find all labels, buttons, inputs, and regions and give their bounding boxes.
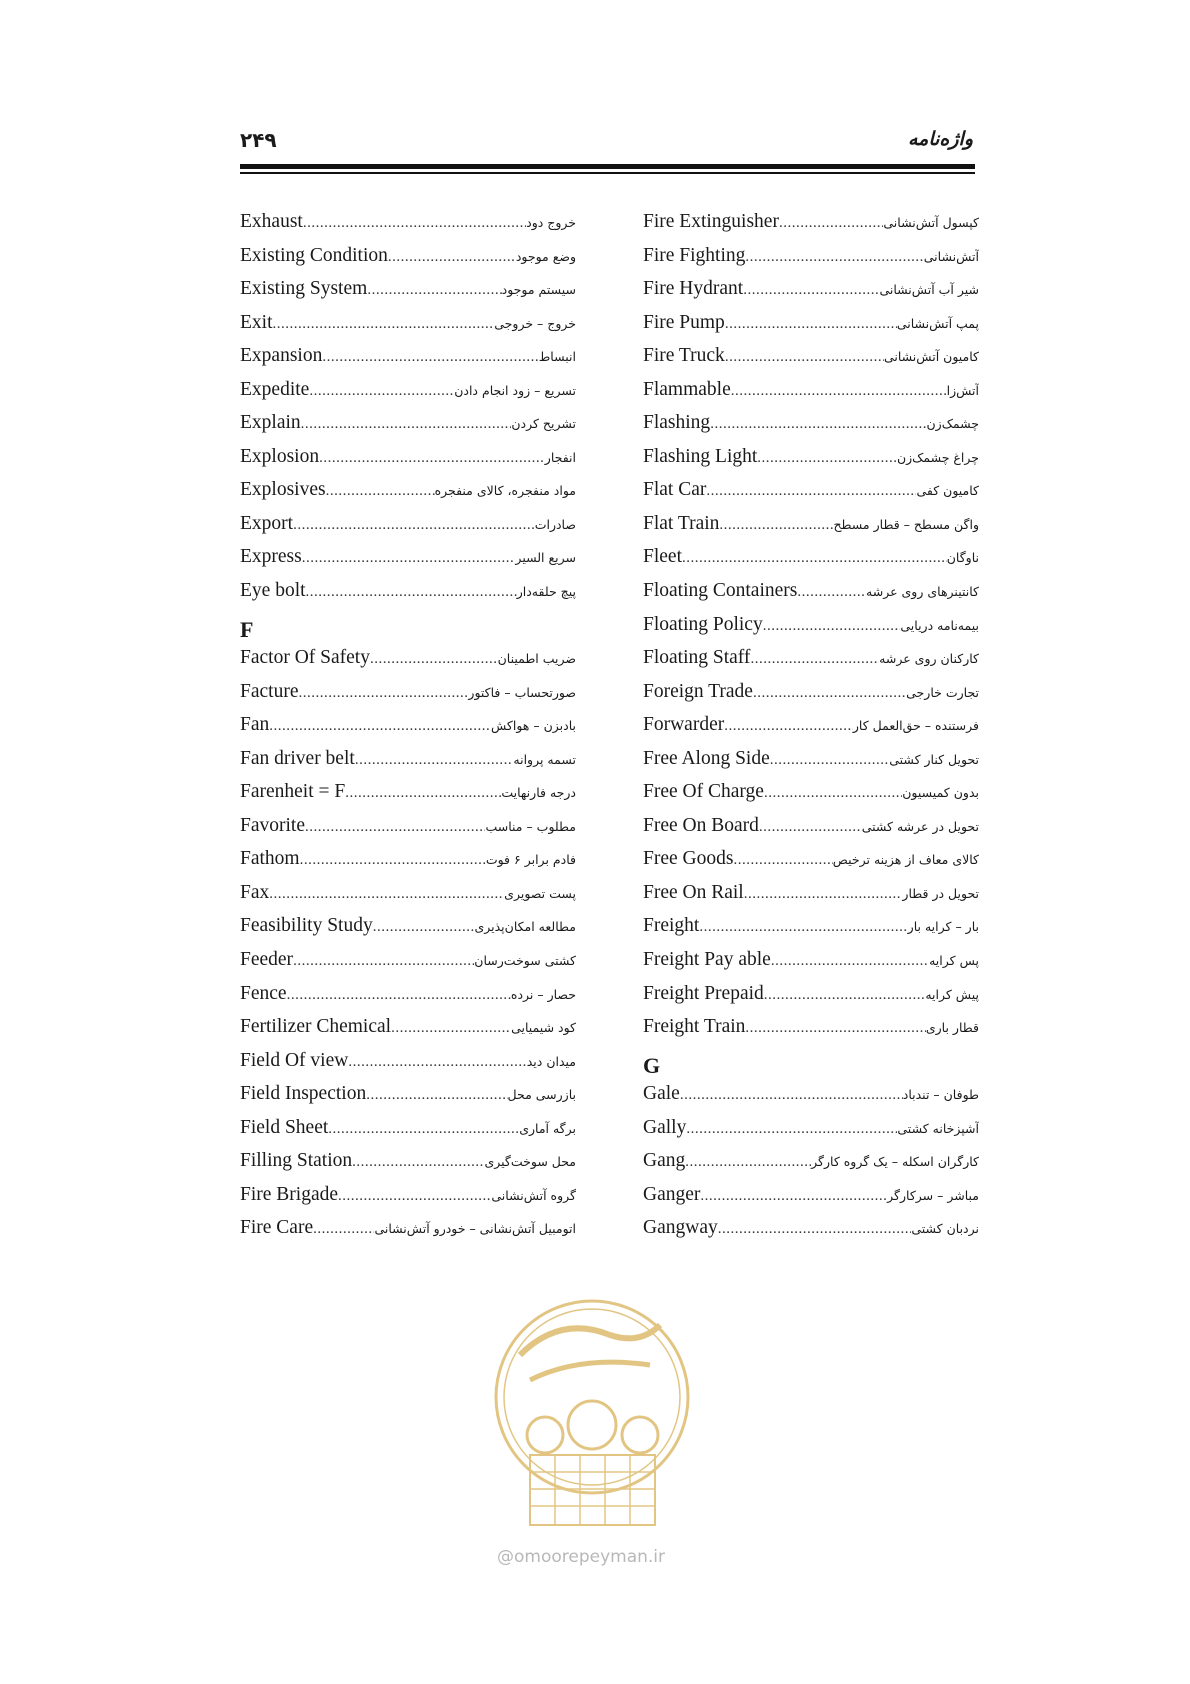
term-english: Freight Prepaid xyxy=(643,982,764,1004)
glossary-entry xyxy=(643,848,979,882)
dot-leader xyxy=(322,349,538,366)
term-english: Floating Containers xyxy=(643,580,798,602)
term-persian: کپسول آتش‌نشانی xyxy=(883,215,979,230)
term-english: Freight Train xyxy=(643,1016,746,1038)
dot-leader xyxy=(779,215,883,232)
term-persian: پمپ آتش‌نشانی xyxy=(896,315,979,331)
dot-leader xyxy=(302,550,516,567)
term-persian: ناوگان xyxy=(946,550,979,566)
term-english: Flat Train xyxy=(643,512,720,534)
glossary-entry xyxy=(643,412,979,446)
dot-leader xyxy=(300,852,486,869)
term-persian: تحویل کنار کشتی xyxy=(889,751,979,767)
dot-leader xyxy=(764,987,926,1004)
glossary-column-right xyxy=(643,211,979,1251)
glossary-entry xyxy=(240,278,576,312)
dot-leader xyxy=(685,1154,811,1171)
glossary-entry xyxy=(240,479,576,513)
dot-leader xyxy=(706,483,916,500)
dot-leader xyxy=(743,282,879,299)
term-english: Field Of view xyxy=(240,1049,349,1071)
term-persian: چراغ چشمک‌زن xyxy=(896,449,979,465)
term-persian: کارگران اسکله – یک گروه کارگر xyxy=(811,1154,979,1170)
term-english: Explosion xyxy=(240,445,320,467)
term-english: Gangway xyxy=(643,1217,718,1239)
term-persian: آتش‌زا xyxy=(946,382,979,398)
term-english: Factor Of Safety xyxy=(240,647,370,669)
glossary-entry xyxy=(643,882,979,916)
term-english: Fan xyxy=(240,714,270,736)
glossary-entry xyxy=(240,748,576,782)
dot-leader xyxy=(759,819,862,836)
term-english: Filling Station xyxy=(240,1150,353,1172)
glossary-entry xyxy=(643,379,979,413)
term-english: Gale xyxy=(643,1083,680,1105)
term-persian: تحویل در قطار xyxy=(902,885,979,901)
term-english: Flat Car xyxy=(643,479,707,501)
term-english: Expansion xyxy=(240,345,323,367)
glossary-entry xyxy=(643,949,979,983)
term-english: Floating Staff xyxy=(643,647,751,669)
term-persian: تسریع – زود انجام دادن xyxy=(454,382,576,398)
term-english: Export xyxy=(240,512,294,534)
dot-leader xyxy=(744,886,903,903)
glossary-entry xyxy=(240,1217,576,1251)
term-persian: فادم برابر ۶ فوت xyxy=(485,852,576,868)
dot-leader xyxy=(710,416,926,433)
glossary-entry xyxy=(240,345,576,379)
dot-leader xyxy=(305,819,485,836)
dot-leader xyxy=(750,651,879,668)
dot-leader xyxy=(287,987,511,1004)
term-persian: کشتی سوخت‌رسان xyxy=(474,953,576,969)
glossary-entry xyxy=(643,681,979,715)
dot-leader xyxy=(293,517,535,534)
term-english: Feeder xyxy=(240,949,294,971)
term-english: Gally xyxy=(643,1116,687,1138)
term-persian: کالای معاف از هزینه ترخیص xyxy=(832,852,979,868)
term-persian: کامیون آتش‌نشانی xyxy=(883,349,979,365)
term-persian: نردبان کشتی xyxy=(911,1221,979,1237)
dot-leader xyxy=(366,1087,507,1104)
term-persian: شیر آب آتش‌نشانی xyxy=(879,282,979,298)
term-persian: تسمه پروانه xyxy=(513,751,576,767)
term-persian: طوفان – تندباد xyxy=(902,1087,979,1103)
term-english: Gang xyxy=(643,1150,686,1172)
glossary-entry xyxy=(643,1184,979,1218)
glossary-entry xyxy=(643,983,979,1017)
running-title: واژه‌نامه xyxy=(907,128,973,150)
glossary-entry xyxy=(643,714,979,748)
dot-leader xyxy=(273,316,495,333)
term-english: Flashing xyxy=(643,412,711,434)
term-persian: کارکنان روی عرشه xyxy=(879,651,979,667)
term-english: Explain xyxy=(240,412,301,434)
dot-leader xyxy=(763,618,901,635)
term-persian: آتش‌نشانی xyxy=(923,248,979,264)
glossary-entry xyxy=(240,1150,576,1184)
glossary-entry xyxy=(240,379,576,413)
dot-leader xyxy=(764,785,902,802)
term-english: Farenheit = F xyxy=(240,781,346,803)
dot-leader xyxy=(719,517,833,534)
term-english: Fertilizer Chemical xyxy=(240,1016,392,1038)
term-english: Fire Truck xyxy=(643,345,725,367)
glossary-entry xyxy=(240,312,576,346)
term-persian: سیستم موجود xyxy=(501,282,576,298)
dot-leader xyxy=(345,785,501,802)
dot-leader xyxy=(313,1221,374,1238)
term-english: Eye bolt xyxy=(240,580,306,602)
term-persian: بدون کمیسیون xyxy=(902,785,979,801)
term-english: Existing Condition xyxy=(240,244,388,266)
glossary-entry xyxy=(240,580,576,614)
term-english: Field Sheet xyxy=(240,1116,329,1138)
glossary-column-left xyxy=(240,211,576,1251)
dot-leader xyxy=(391,1020,511,1037)
glossary-entry xyxy=(240,848,576,882)
term-persian: ضریب اطمینان xyxy=(497,651,576,667)
glossary-entry xyxy=(643,345,979,379)
term-english: Field Inspection xyxy=(240,1083,367,1105)
term-persian: مطلوب – مناسب xyxy=(485,818,576,834)
dot-leader xyxy=(373,919,475,936)
term-persian: تشریح کردن xyxy=(511,416,576,432)
dot-leader xyxy=(303,215,526,232)
dot-leader xyxy=(700,1188,887,1205)
glossary-entry xyxy=(643,479,979,513)
term-persian: انفجار xyxy=(544,449,576,465)
dot-leader xyxy=(370,651,498,668)
glossary-entry xyxy=(240,915,576,949)
term-persian: بازرسی محل xyxy=(507,1087,576,1103)
term-persian: قطار باری xyxy=(925,1020,979,1036)
dot-leader xyxy=(338,1188,491,1205)
term-english: Free On Rail xyxy=(643,881,744,903)
term-english: Free Along Side xyxy=(643,747,770,769)
glossary-entry xyxy=(240,681,576,715)
dot-leader xyxy=(328,1121,519,1138)
dot-leader xyxy=(718,1221,912,1238)
term-english: Favorite xyxy=(240,814,305,836)
dot-leader xyxy=(757,450,897,467)
term-persian: فرستنده – حق‌العمل کار xyxy=(852,718,979,734)
glossary-entry xyxy=(643,546,979,580)
glossary-entry xyxy=(240,882,576,916)
term-persian: سریع السیر xyxy=(515,550,576,566)
dot-leader xyxy=(388,249,516,266)
dot-leader xyxy=(733,852,832,869)
term-persian: بار – کرایه بار xyxy=(907,919,979,935)
term-english: Fence xyxy=(240,982,287,1004)
term-persian: واگن مسطح – قطار مسطح xyxy=(833,516,979,532)
glossary-entry xyxy=(643,1083,979,1117)
term-english: Free Goods xyxy=(643,848,734,870)
term-persian: اتومبیل آتش‌نشانی – خودرو آتش‌نشانی xyxy=(374,1221,576,1237)
term-persian: پیش کرایه xyxy=(925,986,979,1002)
glossary-entry xyxy=(240,513,576,547)
dot-leader xyxy=(301,416,512,433)
glossary-entry xyxy=(643,312,979,346)
term-english: Floating Policy xyxy=(643,613,763,635)
term-persian: حصار – نرده xyxy=(510,986,576,1002)
term-english: Fire Brigade xyxy=(240,1183,339,1205)
glossary-entry xyxy=(643,513,979,547)
term-english: Fire Pump xyxy=(643,311,725,333)
term-persian: صورتحساب – فاکتور xyxy=(468,684,576,700)
term-english: Expedite xyxy=(240,378,310,400)
dot-leader xyxy=(699,919,907,936)
term-persian: پست تصویری xyxy=(504,885,576,901)
term-persian: درجه فارنهایت xyxy=(501,785,576,801)
dot-leader xyxy=(306,584,517,601)
term-persian: کود شیمیایی xyxy=(511,1020,576,1036)
glossary-entry xyxy=(643,1217,979,1251)
term-persian: محل سوخت‌گیری xyxy=(484,1154,576,1170)
term-persian: مواد منفجره، کالای منفجره xyxy=(434,483,576,499)
term-persian: چشمک‌زن xyxy=(926,416,979,432)
header-rule-thin xyxy=(240,172,975,174)
glossary-entry xyxy=(240,1016,576,1050)
glossary-entry xyxy=(643,580,979,614)
glossary-entry xyxy=(643,1150,979,1184)
glossary-entry xyxy=(240,949,576,983)
dot-leader xyxy=(724,718,853,735)
term-persian: پس کرایه xyxy=(929,953,979,969)
dot-leader xyxy=(771,953,929,970)
term-english: Foreign Trade xyxy=(643,680,753,702)
dot-leader xyxy=(797,584,866,601)
term-persian: بیمه‌نامه دریایی xyxy=(900,617,979,633)
term-english: Fire Hydrant xyxy=(643,278,744,300)
dot-leader xyxy=(309,383,454,400)
glossary-entry xyxy=(240,647,576,681)
term-english: Freight Pay able xyxy=(643,949,771,971)
term-persian: گروه آتش‌نشانی xyxy=(491,1187,576,1203)
term-english: Forwarder xyxy=(643,714,725,736)
glossary-entry xyxy=(240,983,576,1017)
glossary-entry xyxy=(643,614,979,648)
dot-leader xyxy=(725,349,884,366)
glossary-entry xyxy=(643,1117,979,1151)
term-english: Fax xyxy=(240,881,270,903)
glossary-entry xyxy=(240,1050,576,1084)
glossary-entry xyxy=(240,1184,576,1218)
glossary-entry xyxy=(240,714,576,748)
section-letter-f: F xyxy=(240,617,254,643)
glossary-entry xyxy=(240,1083,576,1117)
term-english: Feasibility Study xyxy=(240,915,373,937)
dot-leader xyxy=(686,1121,897,1138)
term-english: Exhaust xyxy=(240,211,303,232)
term-english: Fathom xyxy=(240,848,300,870)
dot-leader xyxy=(355,752,514,769)
glossary-entry xyxy=(240,546,576,580)
term-english: Flashing Light xyxy=(643,445,758,467)
dot-leader xyxy=(293,953,474,970)
glossary-entry xyxy=(240,815,576,849)
term-persian: کامیون کفی xyxy=(916,483,979,499)
term-english: Exit xyxy=(240,311,273,333)
term-persian: تحویل در عرشه کشتی xyxy=(861,818,979,834)
term-english: Free On Board xyxy=(643,814,759,836)
dot-leader xyxy=(731,383,947,400)
term-persian: انبساط xyxy=(538,349,576,365)
term-english: Express xyxy=(240,546,302,568)
dot-leader xyxy=(753,685,906,702)
term-persian: برگه آماری xyxy=(519,1120,576,1136)
dot-leader xyxy=(326,483,435,500)
dot-leader xyxy=(745,1020,925,1037)
dot-leader xyxy=(680,1087,903,1104)
term-persian: میدان دید xyxy=(526,1053,576,1069)
glossary-entry xyxy=(643,245,979,279)
term-persian: وضع موجود xyxy=(515,248,576,264)
header-rule-thick xyxy=(240,164,975,169)
term-english: Fire Extinguisher xyxy=(643,211,779,232)
term-english: Fire Care xyxy=(240,1217,314,1239)
watermark-site: @omoorepeyman.ir xyxy=(497,1547,666,1567)
glossary-entry xyxy=(643,748,979,782)
term-english: Facture xyxy=(240,680,299,702)
dot-leader xyxy=(348,1054,526,1071)
term-persian: مباشر – سرکارگر xyxy=(887,1187,979,1203)
term-english: Explosives xyxy=(240,479,326,501)
glossary-entry xyxy=(643,211,979,245)
term-english: Fan driver belt xyxy=(240,747,355,769)
glossary-entry xyxy=(643,446,979,480)
term-english: Freight xyxy=(643,915,700,937)
term-persian: بادبزن – هواکش xyxy=(490,718,576,734)
dot-leader xyxy=(745,249,923,266)
glossary-entry xyxy=(240,1117,576,1151)
term-persian: خروج دود xyxy=(526,215,576,230)
page-number: ۲۴۹ xyxy=(240,128,277,152)
dot-leader xyxy=(269,718,491,735)
glossary-entry xyxy=(643,278,979,312)
glossary-entry xyxy=(240,781,576,815)
dot-leader xyxy=(319,450,545,467)
glossary-entry xyxy=(643,915,979,949)
glossary-entry xyxy=(240,245,576,279)
term-persian: کانتینرهای روی عرشه xyxy=(866,584,979,600)
glossary-entry xyxy=(643,815,979,849)
term-persian: آشپزخانه کشتی xyxy=(897,1120,979,1136)
term-persian: مطالعه امکان‌پذیری xyxy=(474,919,576,935)
glossary-entry xyxy=(643,1016,979,1050)
glossary-entry xyxy=(643,647,979,681)
glossary-entry xyxy=(240,412,576,446)
term-english: Flammable xyxy=(643,378,731,400)
watermark-logo xyxy=(490,1295,695,1545)
glossary-entry xyxy=(240,446,576,480)
glossary-entry xyxy=(643,781,979,815)
dot-leader xyxy=(269,886,504,903)
term-persian: صادرات xyxy=(534,516,576,532)
term-persian: خروج – خروجی xyxy=(494,315,576,331)
term-persian: پیچ حلقه‌دار xyxy=(516,584,576,600)
glossary-entry xyxy=(240,211,576,245)
term-english: Ganger xyxy=(643,1183,701,1205)
term-english: Free Of Charge xyxy=(643,781,764,803)
dot-leader xyxy=(352,1154,484,1171)
term-english: Fleet xyxy=(643,546,682,568)
dot-leader xyxy=(725,316,897,333)
dot-leader xyxy=(367,282,501,299)
term-english: Fire Fighting xyxy=(643,244,746,266)
term-persian: تجارت خارجی xyxy=(906,684,979,700)
term-english: Existing System xyxy=(240,278,368,300)
dot-leader xyxy=(770,752,889,769)
dot-leader xyxy=(298,685,468,702)
dot-leader xyxy=(682,550,947,567)
section-letter-g: G xyxy=(643,1053,661,1079)
